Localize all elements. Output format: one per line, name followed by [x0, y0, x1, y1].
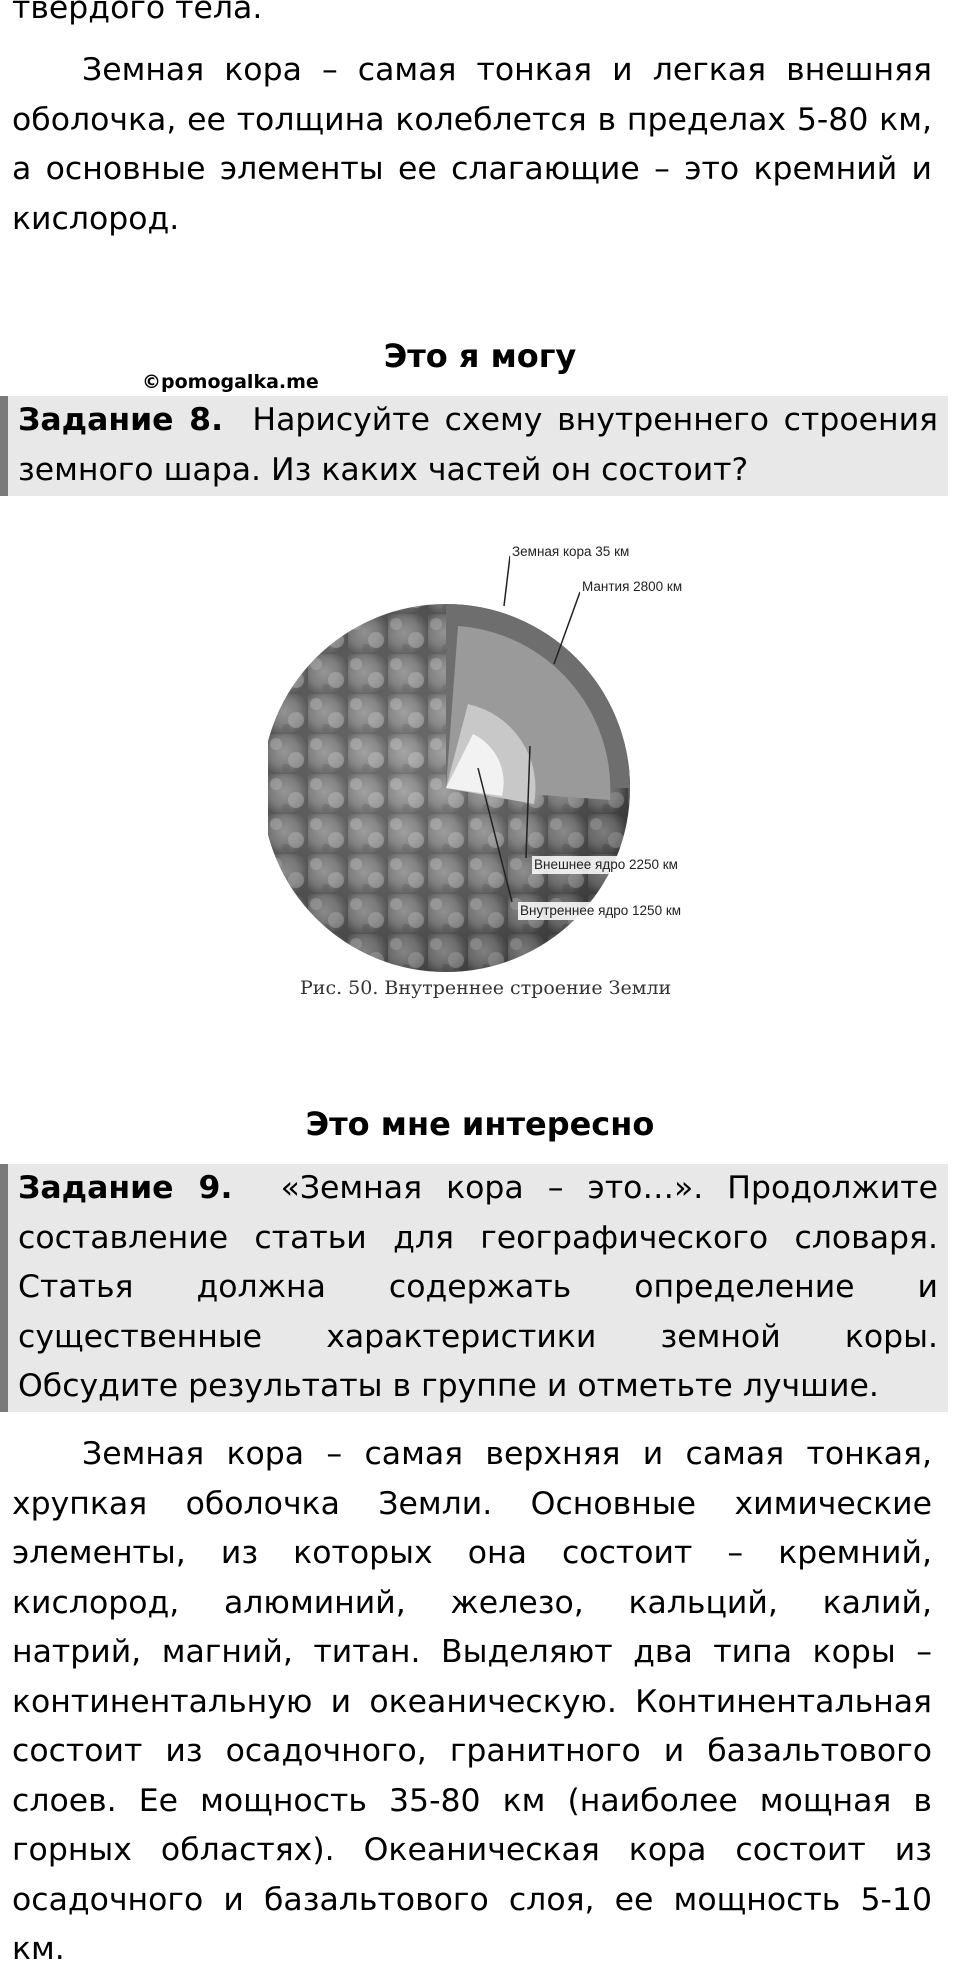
- task-9-box: [0, 1164, 948, 1412]
- label-outer-core: Внешнее ядро 2250 км: [534, 857, 678, 872]
- earth-structure-figure: [268, 534, 748, 1014]
- task-8-label: Задание 8.: [18, 402, 224, 438]
- earth-structure-diagram: [268, 534, 748, 1014]
- label-crust: Земная кора 35 км: [512, 544, 630, 559]
- crust-pointer: [504, 556, 510, 606]
- watermark: ©pomogalka.me: [142, 371, 319, 393]
- task-9-text: «Земная кора – это…». Продолжите составление статьи для географического словаря. Статья должна содержать определение и существенные характеристики земной коры. Обсудите результаты в группе и отметьте лучшие.: [18, 1170, 939, 1404]
- task-8-content: [18, 396, 938, 495]
- section-heading-interesting: Это мне интересно: [305, 1105, 655, 1143]
- task-8-box: [0, 396, 948, 496]
- figure-caption: Рис. 50. Внутреннее строение Земли: [300, 977, 672, 999]
- label-mantle: Мантия 2800 км: [582, 579, 683, 594]
- intro-tail-text: твердого тела.: [12, 0, 263, 26]
- task-8-text: Нарисуйте схему внутреннего строения земного шара. Из каких частей он состоит?: [18, 402, 939, 488]
- task-9-label: Задание 9.: [18, 1170, 233, 1206]
- section-heading-i-can: Это я могу: [383, 337, 577, 375]
- answer-paragraph: Земная кора – самая верхняя и самая тонкая, хрупкая оболочка Земли. Основные химические элементы, из которых она состоит – кремний, кислород, алюминий, железо, кальций, калий, натрий, магний, титан. Выделяют два типа коры – континентальную и океаническую. Континентальная состоит из осадочного, гранитного и базальтового слоев. Ее мощность 35-80 км (наиболее мощная в горных областях). Океаническая кора состоит из осадочного и базальтового слоя, ее мощность 5-10 км.: [12, 1436, 932, 1967]
- task-9-content: [18, 1164, 938, 1412]
- label-inner-core: Внутреннее ядро 1250 км: [520, 903, 682, 918]
- intro-paragraph: Земная кора – самая тонкая и легкая внешняя оболочка, ее толщина колеблется в пределах 5-80 км, а основные элементы ее слагающие – это кремний и кислород.: [12, 52, 932, 237]
